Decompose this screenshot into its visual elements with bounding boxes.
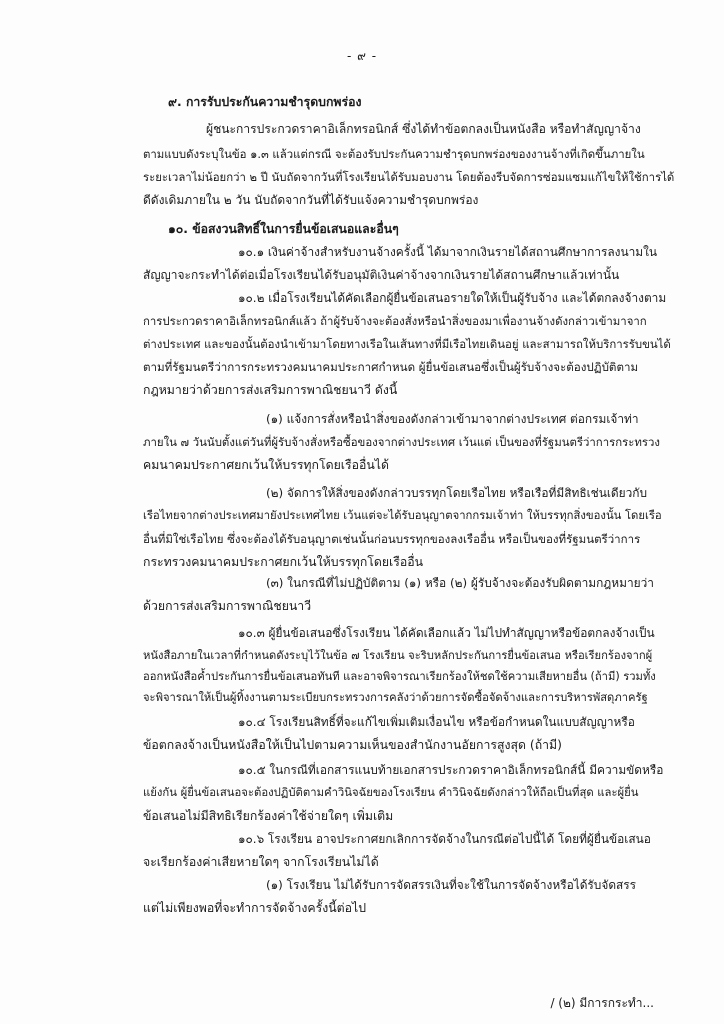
section-10-line: ต่างประเทศ และของนั้นต้องนำเข้ามาโดยทางเรือในเส้นทางที่มีเรือไทยเดินอยู่ และสามารถให้บริการรับขนได้ [143, 337, 671, 351]
section-10-line: จะเรียกร้องค่าเสียหายใดๆ จากโรงเรียนไม่ได้ [143, 855, 379, 869]
section-10-line: ๑๐.๕ ในกรณีที่เอกสารแนบท้ายเอกสารประกวดราคาอิเล็กทรอนิกส์นี้ มีความขัดหรือ [238, 763, 664, 777]
section-10-line: ๑๐.๔ โรงเรียนสิทธิ์ที่จะแก้ไขเพิ่มเติมเงื่อนไข หรือข้อกำหนดในแบบสัญญาหรือ [238, 715, 635, 729]
section-10-line: คมนาคมประกาศยกเว้นให้บรรทุกโดยเรืออื่นได้ [143, 458, 389, 472]
section-10-line: ภายใน ๗ วันนับตั้งแต่วันที่ผู้รับจ้างสั่งหรือซื้อของจากต่างประเทศ เว้นแต่ เป็นของที่รัฐมนตรีว่าการกระทรวง [143, 435, 660, 449]
section-10-line: แต่ไม่เพียงพอที่จะทำการจัดจ้างครั้งนี้ต่อไป [143, 901, 367, 915]
section-10-line: ๑๐.๒ เมื่อโรงเรียนได้คัดเลือกผู้ยื่นข้อเสนอรายใดให้เป็นผู้รับจ้าง และได้ตกลงจ้างตาม [238, 291, 667, 305]
continuation-note: / (๒) มีการกระทำ... [550, 996, 654, 1010]
section-10-line: การประกวดราคาอิเล็กทรอนิกส์แล้ว ถ้าผู้รับจ้างจะต้องสั่งหรือนำสิ่งของมาเพื่องานจ้างดังกล่าวเข้ามาจาก [143, 314, 647, 328]
section-9-line: ดีดังเดิมภายใน ๒ วัน นับถัดจากวันที่ได้รับแจ้งความชำรุดบกพร่อง [143, 193, 479, 207]
section-10-line: กระทรวงคมนาคมประกาศยกเว้นให้บรรทุกโดยเรืออื่น [143, 555, 424, 569]
section-10-line: ด้วยการส่งเสริมการพาณิชยนาวี [143, 599, 312, 613]
section-9-line: ระยะเวลาไม่น้อยกว่า ๒ ปี นับถัดจากวันที่โรงเรียนได้รับมอบงาน โดยต้องรีบจัดการซ่อมแซมแก้ไขให้ใช้การได้ [143, 170, 675, 184]
section-9-line: ผู้ชนะการประกวดราคาอิเล็กทรอนิกส์ ซึ่งได้ทำข้อตกลงเป็นหนังสือ หรือทำสัญญาจ้าง [206, 122, 641, 136]
section-10-line: จะพิจารณาให้เป็นผู้ทิ้งงานตามระเบียบกระทรวงการคลังว่าด้วยการจัดซื้อจัดจ้างและการบริหารพัสดุภาครัฐ [143, 691, 648, 704]
section-10-line: ๑๐.๓ ผู้ยื่นข้อเสนอซึ่งโรงเรียน ได้คัดเลือกแล้ว ไม่ไปทำสัญญาหรือข้อตกลงจ้างเป็น [238, 626, 655, 640]
section-10-line: (๑) แจ้งการสั่งหรือนำสิ่งของดังกล่าวเข้ามาจากต่างประเทศ ต่อกรมเจ้าท่า [266, 412, 639, 426]
section-10-line: (๑) โรงเรียน ไม่ได้รับการจัดสรรเงินที่จะใช้ในการจัดจ้างหรือได้รับจัดสรร [266, 878, 637, 892]
section-10-line: (๒) จัดการให้สิ่งของดังกล่าวบรรทุกโดยเรือไทย หรือเรือที่มีสิทธิเช่นเดียวกับ [266, 486, 648, 500]
section-10-line: ๑๐.๑ เงินค่าจ้างสำหรับงานจ้างครั้งนี้ ได้มาจากเงินรายได้สถานศึกษาการลงนามใน [238, 245, 658, 259]
page-number: - ๙ - [346, 49, 378, 63]
section-10-line: ตามที่รัฐมนตรีว่าการกระทรวงคมนาคมประกาศกำหนด ผู้ยื่นข้อเสนอซึ่งเป็นผู้รับจ้างจะต้องปฏิบัติตาม [143, 360, 639, 374]
section-10-line: ออกหนังสือค้ำประกันการยื่นข้อเสนอทันที และอาจพิจารณาเรียกร้องให้ชดใช้ความเสียหายอื่น (ถ้ามี) รวมทั้ง [143, 670, 656, 683]
section-10-line: ข้อตกลงจ้างเป็นหนังสือให้เป็นไปตามความเห็นของสำนักงานอัยการสูงสุด (ถ้ามี) [143, 738, 562, 752]
section-9-line: ตามแบบดังระบุในข้อ ๑.๓ แล้วแต่กรณี จะต้องรับประกันความชำรุดบกพร่องของงานจ้างที่เกิดขึ้นภายใน [143, 147, 645, 161]
section-10-line: สัญญาจะกระทำได้ต่อเมื่อโรงเรียนได้รับอนุมัติเงินค่าจ้างจากเงินรายได้สถานศึกษาแล้วเท่านั้น [143, 268, 620, 282]
section-10-line: หนังสือภายในเวลาที่กำหนดดังระบุไว้ในข้อ ๗ โรงเรียน จะริบหลักประกันการยื่นข้อเสนอ หรือเรียกร้องจากผู้ [143, 649, 653, 662]
section-10-line: กฎหมายว่าด้วยการส่งเสริมการพาณิชยนาวี ดังนี้ [143, 383, 398, 397]
section-10-line: เรือไทยจากต่างประเทศมายังประเทศไทย เว้นแต่จะได้รับอนุญาตจากกรมเจ้าท่า ให้บรรทุกสิ่งของนั้น โดยเรือ [143, 509, 662, 522]
section-10-line: แย้งกัน ผู้ยื่นข้อเสนอจะต้องปฏิบัติตามคำวินิจฉัยของโรงเรียน คำวินิจฉัยดังกล่าวให้ถือเป็นที่สุด และผู้ยื่น [143, 786, 639, 799]
section-10-heading: ๑๐. ข้อสงวนสิทธิ์ในการยื่นข้อเสนอและอื่นๆ [168, 222, 399, 236]
section-9-heading: ๙. การรับประกันความชำรุดบกพร่อง [168, 95, 362, 109]
section-10-line: ๑๐.๖ โรงเรียน อาจประกาศยกเลิกการจัดจ้างในกรณีต่อไปนี้ได้ โดยที่ผู้ยื่นข้อเสนอ [238, 832, 651, 846]
section-10-line: ข้อเสนอไม่มีสิทธิเรียกร้องค่าใช้จ่ายใดๆ เพิ่มเติม [143, 809, 394, 823]
section-10-line: อื่นที่มิใช่เรือไทย ซึ่งจะต้องได้รับอนุญาตเช่นนั้นก่อนบรรทุกของลงเรืออื่น หรือเป็นของที่รัฐมนตรีว่าการ [143, 532, 641, 546]
section-10-line: (๓) ในกรณีที่ไม่ปฏิบัติตาม (๑) หรือ (๒) ผู้รับจ้างจะต้องรับผิดตามกฎหมายว่า [266, 576, 654, 590]
